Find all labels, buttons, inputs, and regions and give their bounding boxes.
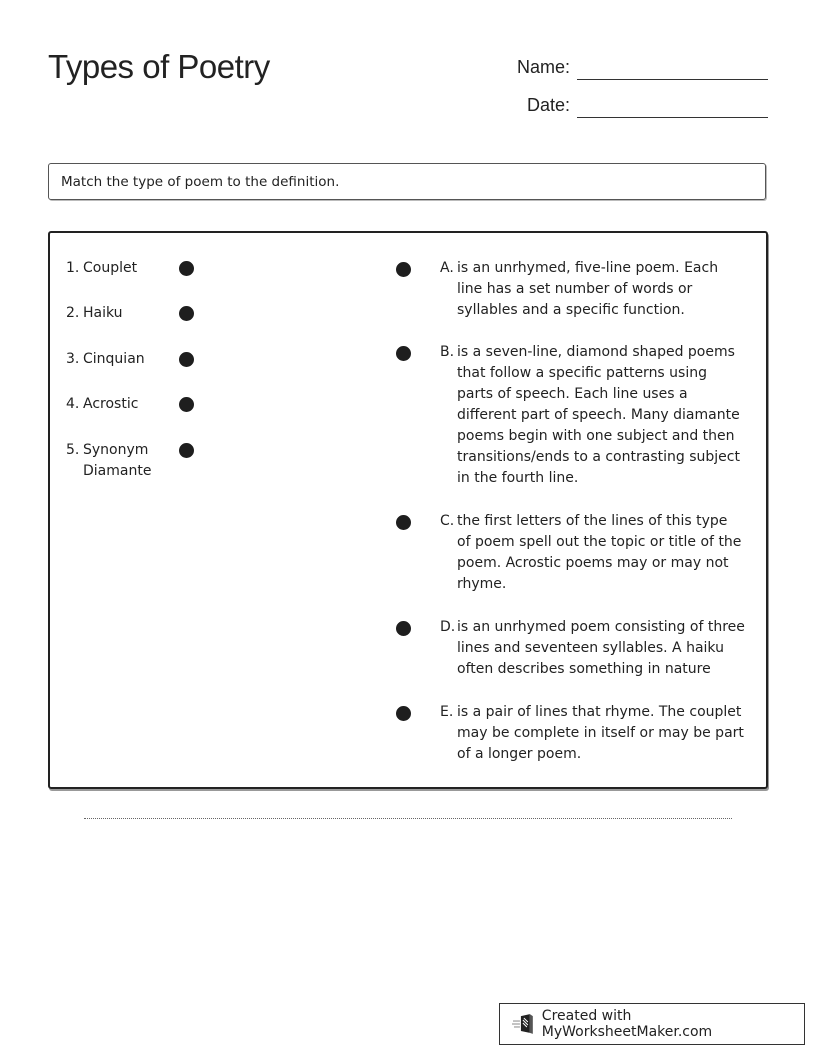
term-label: Haiku (83, 305, 123, 321)
definition-letter: B. (440, 344, 455, 360)
instructions-box: Match the type of poem to the definition. (48, 163, 766, 200)
definition-item-c (440, 511, 745, 595)
name-label: Name: (516, 57, 570, 77)
date-label: Date: (526, 95, 570, 115)
definition-item-a (440, 258, 745, 321)
page-title: Types of Poetry (48, 48, 270, 85)
term-number: 3. (66, 351, 80, 367)
term-label: Acrostic (83, 396, 139, 412)
definition-text: is an unrhymed poem consisting of three lines and seventeen syllables. A haiku often describes something in nature (457, 619, 745, 677)
term-label: Cinquian (83, 351, 145, 367)
term-item-2 (66, 303, 123, 324)
definition-text: the first letters of the lines of this type of poem spell out the topic or title of the poem. Acrostic poems may or may not rhyme. (457, 513, 742, 592)
definition-letter: C. (440, 513, 455, 529)
term-label: Couplet (83, 260, 138, 276)
term-label: Synonym Diamante (83, 442, 152, 479)
term-1-match-dot[interactable] (179, 261, 194, 276)
definition-c-match-dot[interactable] (396, 515, 411, 530)
name-field[interactable] (500, 50, 768, 80)
term-item-1 (66, 258, 137, 279)
term-3-match-dot[interactable] (179, 352, 194, 367)
definition-letter: D. (440, 619, 456, 635)
definition-e-match-dot[interactable] (396, 706, 411, 721)
definition-text: is a seven-line, diamond shaped poems that follow a specific patterns using parts of speech. Each line uses a different part of speech. Many diamante poems begin with one subject and then transitions/ends to a contrasting subject in the fourth line. (457, 344, 740, 486)
definition-item-d (440, 617, 750, 680)
definition-letter: E. (440, 704, 454, 720)
term-5-match-dot[interactable] (179, 443, 194, 458)
definition-item-b (440, 342, 745, 489)
term-item-3 (66, 349, 145, 370)
definition-d-match-dot[interactable] (396, 621, 411, 636)
definition-item-e (440, 702, 745, 765)
term-number: 1. (66, 260, 80, 276)
term-number: 4. (66, 396, 80, 412)
footer-text: Created with MyWorksheetMaker.com (541, 1008, 713, 1040)
term-item-5 (66, 440, 163, 482)
term-2-match-dot[interactable] (179, 306, 194, 321)
name-input-line[interactable] (577, 79, 768, 80)
term-number: 2. (66, 305, 80, 321)
term-item-4 (66, 394, 138, 415)
term-number: 5. (66, 442, 80, 458)
date-field[interactable] (500, 88, 768, 118)
definition-b-match-dot[interactable] (396, 346, 411, 361)
footer-credit[interactable] (499, 1003, 805, 1045)
definition-text: is an unrhymed, five-line poem. Each line has a set number of words or syllables and a specific function. (457, 260, 719, 318)
definition-a-match-dot[interactable] (396, 262, 411, 277)
worksheet-maker-logo-icon (512, 1013, 536, 1035)
dotted-cut-line (84, 818, 732, 819)
date-input-line[interactable] (577, 117, 768, 118)
term-4-match-dot[interactable] (179, 397, 194, 412)
definition-letter: A. (440, 260, 454, 276)
definition-text: is a pair of lines that rhyme. The couplet may be complete in itself or may be part of a longer poem. (457, 704, 744, 762)
